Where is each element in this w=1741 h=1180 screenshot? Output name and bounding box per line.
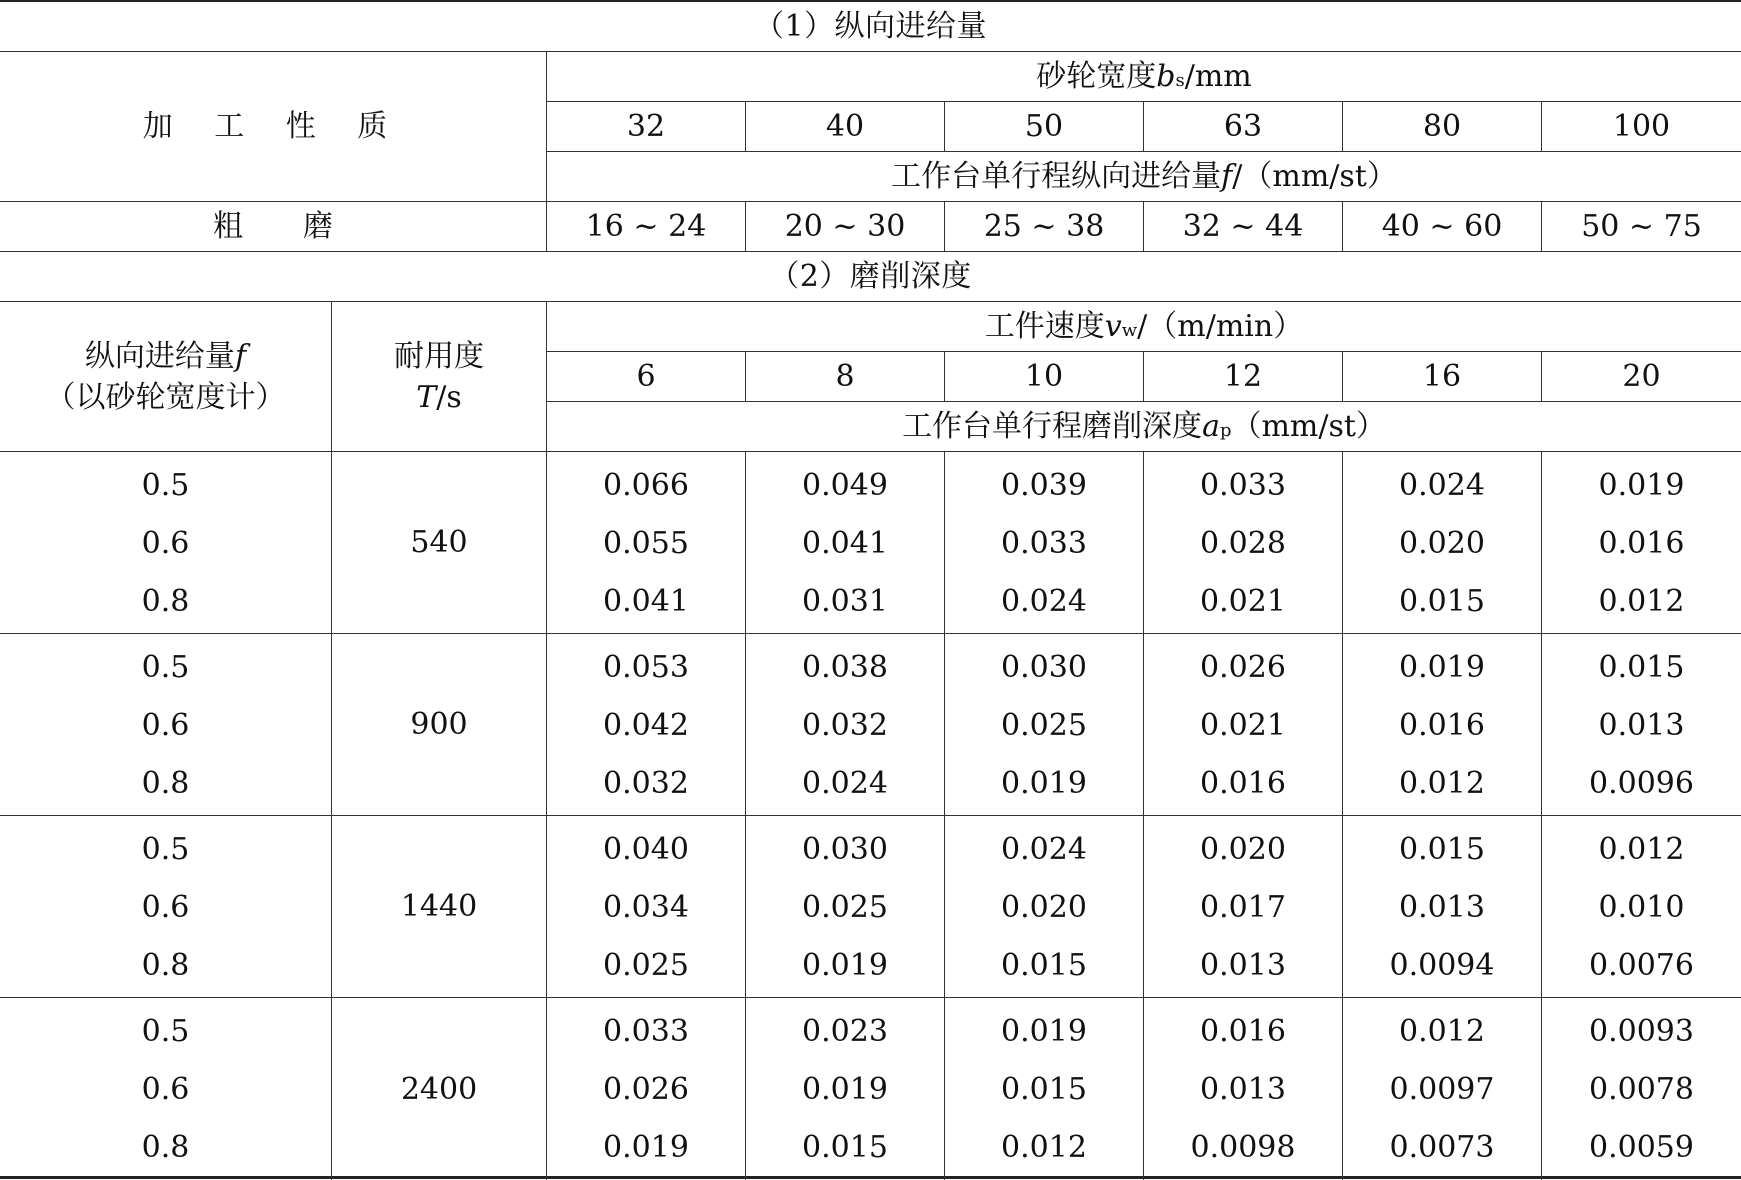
longitudinal-feed-header-prefix: 工作台单行程纵向进给量 [891,159,1222,194]
grinding-depth-value: 0.013 [1399,889,1485,925]
grinding-depth-value: 0.049 [802,467,888,503]
grinding-depth-cell [1542,998,1741,1180]
section-2-title-text: （2）磨削深度 [769,259,972,294]
grinding-depth-value: 0.032 [802,707,888,743]
wheel-width-value-text: 80 [1422,109,1462,144]
durability-cell [332,816,547,998]
durability-value: 2400 [400,1071,478,1107]
grinding-depth-value: 0.016 [1200,1014,1286,1049]
feed-range-text: 25 ~ 38 [983,209,1105,244]
workpiece-speed-value [547,352,746,402]
grinding-depth-cell [547,634,746,816]
workpiece-speed-header [547,302,1741,352]
grinding-depth-value: 0.024 [802,765,888,801]
rough-grinding-label-text: 粗 磨 [213,209,333,244]
grinding-depth-value: 0.015 [1399,583,1485,619]
grinding-depth-value: 0.012 [1399,1014,1485,1049]
durability-value: 1440 [400,889,478,924]
grinding-depth-cell [1343,816,1542,998]
rough-grinding-label [0,202,547,252]
longitudinal-feed-var: f [1221,159,1233,194]
grinding-depth-value: 0.042 [603,707,689,743]
feed-value: 0.8 [141,583,190,619]
grinding-depth-value: 0.0076 [1589,947,1694,983]
grinding-depth-value: 0.023 [802,1014,888,1049]
grinding-depth-value: 0.040 [603,831,689,867]
feed-by-width-header-line1: 纵向进给量 [84,338,235,374]
wheel-width-header [547,52,1741,102]
feed-value: 0.5 [141,831,190,867]
grinding-depth-value: 0.025 [802,889,888,925]
grinding-depth-value: 0.0073 [1389,1130,1495,1165]
workpiece-speed-unit: /（m/min） [1137,309,1304,344]
grinding-depth-cell [945,998,1144,1180]
grinding-depth-value: 0.012 [1598,831,1685,867]
grinding-depth-cell [1144,634,1343,816]
feed-values-cell [0,816,332,998]
feed-values-cell [0,998,332,1180]
wheel-width-header-prefix: 砂轮宽度 [1036,59,1157,94]
section-2-title [0,252,1741,302]
grinding-depth-value: 0.033 [1200,467,1286,503]
wheel-width-value [1144,102,1343,152]
durability-value: 540 [410,525,468,560]
grinding-depth-value: 0.034 [603,889,689,925]
feed-value: 0.8 [141,1130,190,1165]
durability-unit: /s [436,379,462,415]
grinding-depth-value: 0.066 [603,467,689,503]
grinding-depth-cell [746,634,945,816]
grinding-depth-cell [547,998,746,1180]
feed-range-text: 20 ~ 30 [784,209,906,244]
workpiece-speed-value [945,352,1144,402]
grinding-depth-value: 0.015 [1001,1072,1087,1107]
workpiece-speed-value [1343,352,1542,402]
grinding-depth-value: 0.012 [1598,583,1685,619]
grinding-depth-subscript: p [1219,420,1232,441]
grinding-depth-cell [1144,998,1343,1180]
grinding-depth-value: 0.016 [1200,765,1286,801]
grinding-depth-value: 0.041 [603,583,689,619]
grinding-depth-cell [945,452,1144,634]
grinding-depth-value: 0.021 [1200,707,1286,743]
processing-type-label: 加 工 性 质 [142,109,404,144]
grinding-depth-value: 0.030 [802,831,888,867]
workpiece-speed-value-text: 20 [1622,359,1661,394]
wheel-width-subscript: s [1175,70,1185,91]
grinding-depth-value: 0.020 [1399,525,1485,561]
grinding-depth-cell [1542,816,1741,998]
grinding-depth-value: 0.024 [1001,831,1087,867]
section-1-title [0,2,1741,52]
grinding-depth-cell [746,816,945,998]
wheel-width-value [1542,102,1741,152]
feed-value: 0.5 [141,467,190,503]
feed-value: 0.8 [141,947,190,983]
grinding-depth-value: 0.038 [802,649,888,685]
grinding-depth-value: 0.021 [1200,583,1286,619]
grinding-depth-value: 0.015 [1598,649,1685,685]
grinding-depth-value: 0.055 [603,525,689,561]
feed-range [1144,202,1343,252]
workpiece-speed-subscript: w [1121,320,1138,341]
wheel-width-value [547,102,746,152]
feed-value: 0.5 [141,649,190,685]
grinding-depth-value: 0.012 [1399,765,1485,801]
grinding-depth-unit: （mm/st） [1231,409,1386,444]
grinding-depth-value: 0.019 [1598,467,1685,503]
grinding-depth-value: 0.024 [1001,583,1087,619]
feed-value: 0.6 [141,889,190,925]
grinding-depth-value: 0.039 [1001,467,1087,503]
grinding-depth-cell [1343,634,1542,816]
grinding-depth-value: 0.0093 [1589,1014,1694,1049]
grinding-depth-value: 0.012 [1001,1130,1087,1165]
grinding-depth-value: 0.033 [1001,525,1087,561]
grinding-depth-value: 0.053 [603,649,689,685]
grinding-depth-header-prefix: 工作台单行程磨削深度 [902,409,1203,444]
grinding-depth-cell [547,452,746,634]
wheel-width-value-text: 50 [1024,109,1064,144]
grinding-depth-header [547,402,1741,452]
workpiece-speed-value-text: 10 [1024,359,1064,394]
grinding-depth-var: a [1202,409,1220,444]
grinding-depth-value: 0.015 [1001,947,1087,983]
grinding-depth-cell [945,816,1144,998]
feed-range-text: 50 ~ 75 [1581,209,1702,244]
durability-header-line1: 耐用度 [394,338,484,374]
grinding-depth-value: 0.019 [802,1072,888,1107]
feed-range [547,202,746,252]
grinding-depth-value: 0.032 [603,765,689,801]
durability-cell [332,452,547,634]
feed-by-width-header [0,302,332,452]
wheel-width-value-text: 100 [1612,109,1671,144]
workpiece-speed-value [1144,352,1343,402]
feed-range-text: 16 ~ 24 [585,209,707,244]
feed-value: 0.5 [141,1014,190,1049]
durability-value: 900 [410,707,468,742]
grinding-depth-cell [547,816,746,998]
feed-range [1343,202,1542,252]
grinding-depth-value: 0.020 [1001,889,1087,925]
processing-type-header [0,52,547,202]
longitudinal-feed-unit: /（mm/st） [1232,159,1397,194]
grinding-depth-value: 0.019 [802,947,888,983]
durability-cell [332,634,547,816]
workpiece-speed-value-text: 8 [835,359,855,394]
section-1-title-text: （1）纵向进给量 [753,9,988,44]
feed-values-cell [0,452,332,634]
wheel-width-value-text: 63 [1223,109,1263,144]
workpiece-speed-value-text: 6 [636,359,656,394]
wheel-width-value-text: 40 [825,109,865,144]
grinding-depth-cell [1542,634,1741,816]
feed-range-text: 40 ~ 60 [1381,209,1503,244]
grinding-depth-value: 0.041 [802,525,888,561]
grinding-depth-value: 0.013 [1200,1072,1286,1107]
wheel-width-value-text: 32 [626,109,666,144]
grinding-depth-cell [746,998,945,1180]
grinding-depth-cell [1144,452,1343,634]
grinding-depth-value: 0.0096 [1589,765,1694,801]
grinding-depth-value: 0.013 [1598,707,1685,743]
grinding-depth-value: 0.028 [1200,525,1286,561]
workpiece-speed-var: v [1104,309,1122,344]
workpiece-speed-value-text: 16 [1422,359,1462,394]
wheel-width-value [945,102,1144,152]
grinding-depth-cell [945,634,1144,816]
durability-cell [332,998,547,1180]
feed-by-width-header-line2: （以砂轮宽度计） [45,379,286,415]
workpiece-speed-value [1542,352,1741,402]
grinding-depth-value: 0.015 [1399,831,1485,867]
wheel-width-value [1343,102,1542,152]
grinding-depth-value: 0.019 [1399,649,1485,685]
grinding-depth-value: 0.025 [603,947,689,983]
grinding-depth-value: 0.0098 [1190,1130,1296,1165]
grinding-depth-value: 0.026 [603,1072,689,1107]
grinding-depth-value: 0.013 [1200,947,1286,983]
grinding-depth-value: 0.033 [603,1014,689,1049]
feed-value: 0.8 [141,765,190,801]
grinding-depth-value: 0.0094 [1389,947,1495,983]
grinding-depth-cell [1343,998,1542,1180]
grinding-depth-value: 0.019 [1001,1014,1087,1049]
feed-range [945,202,1144,252]
grinding-depth-cell [1144,816,1343,998]
grinding-depth-cell [746,452,945,634]
grinding-depth-value: 0.015 [802,1130,888,1165]
longitudinal-feed-header [547,152,1741,202]
workpiece-speed-value-text: 12 [1223,359,1263,394]
durability-header [332,302,547,452]
feed-range-text: 32 ~ 44 [1182,209,1304,244]
grinding-depth-value: 0.020 [1200,831,1286,867]
grinding-depth-value: 0.016 [1598,525,1685,561]
grinding-depth-value: 0.017 [1200,889,1286,925]
grinding-depth-value: 0.016 [1399,707,1485,743]
grinding-depth-cell [1542,452,1741,634]
feed-value: 0.6 [141,707,190,743]
feed-value: 0.6 [141,1072,190,1107]
grinding-depth-value: 0.0097 [1389,1072,1495,1107]
grinding-depth-value: 0.024 [1399,467,1485,503]
grinding-depth-value: 0.025 [1001,707,1087,743]
grinding-depth-value: 0.031 [802,583,888,619]
feed-range [1542,202,1741,252]
grinding-depth-value: 0.0078 [1589,1072,1694,1107]
grinding-depth-value: 0.030 [1001,649,1087,685]
grinding-depth-cell [1343,452,1542,634]
durability-var: T [416,379,437,415]
wheel-width-value [746,102,945,152]
grinding-depth-value: 0.019 [603,1130,689,1165]
workpiece-speed-value [746,352,945,402]
grinding-depth-value: 0.019 [1001,765,1087,801]
feed-by-width-var: f [234,338,247,374]
grinding-depth-value: 0.010 [1598,889,1685,925]
wheel-width-var: b [1156,59,1176,94]
feed-value: 0.6 [141,525,190,561]
workpiece-speed-header-prefix: 工件速度 [984,309,1105,344]
wheel-width-unit: /mm [1184,59,1252,94]
grinding-depth-value: 0.0059 [1589,1130,1694,1165]
feed-values-cell [0,634,332,816]
feed-range [746,202,945,252]
grinding-depth-value: 0.026 [1200,649,1286,685]
